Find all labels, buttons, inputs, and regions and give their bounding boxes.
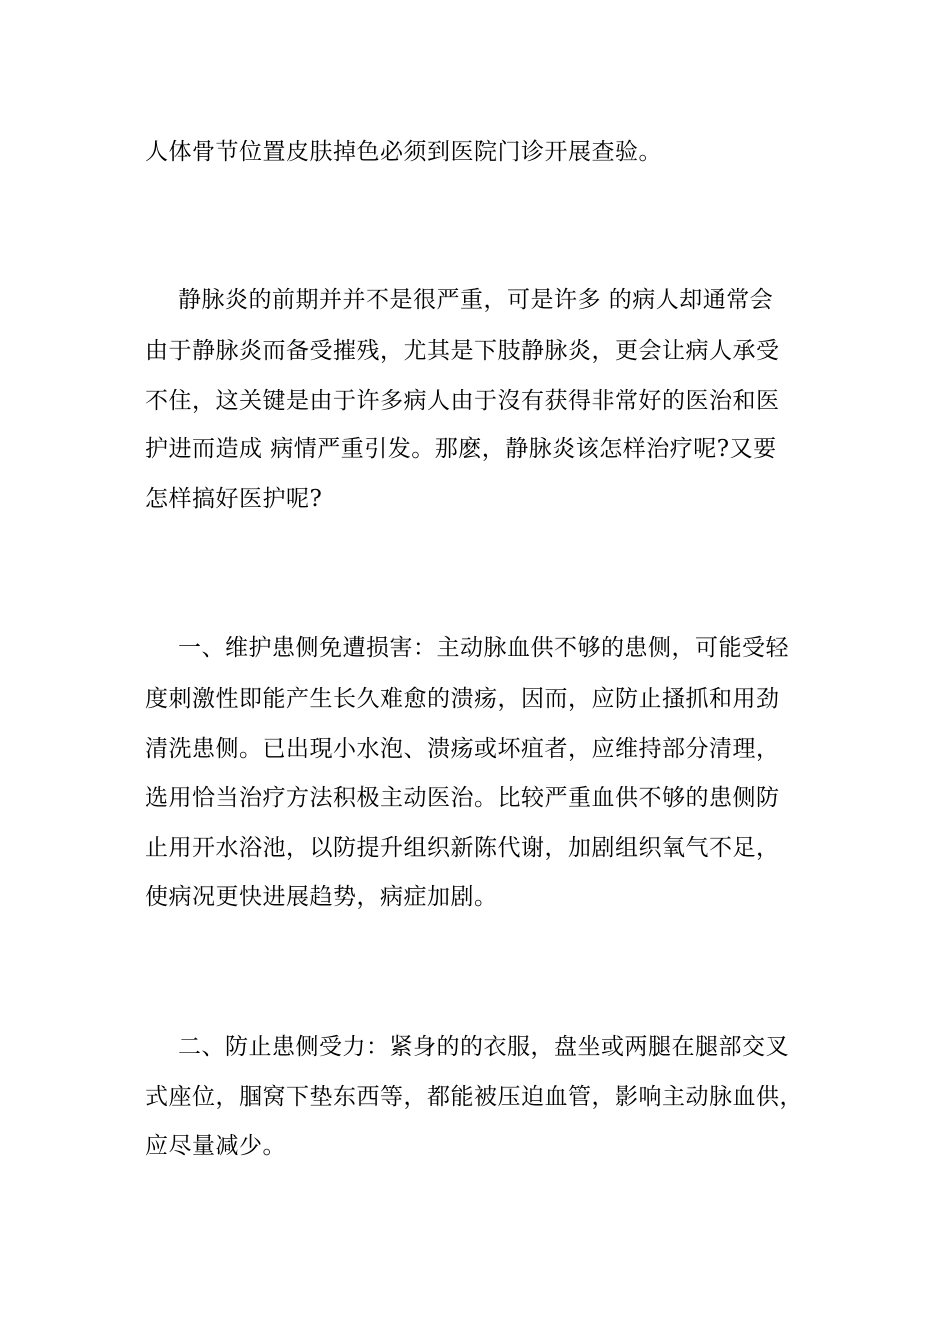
paragraph-2-line-2: 由于静脉炎而备受摧残，尤其是下肢静脉炎，更会让病人承受 xyxy=(145,338,780,364)
paragraph-1-line-1: 人体骨节位置皮肤掉色必须到医院门诊开展查验。 xyxy=(145,139,662,165)
paragraph-2-line-4: 护进而造成 病情严重引发。那麽，静脉炎该怎样治疗呢?又要 xyxy=(145,436,777,462)
paragraph-4-line-2: 式座位，腘窝下垫东西等，都能被压迫血管，影响主动脉血供， xyxy=(145,1084,803,1110)
paragraph-2-line-5: 怎样搞好医护呢? xyxy=(145,486,323,512)
paragraph-3-line-3: 清洗患侧。已出現小水泡、溃疡或坏疽者，应维持部分清理， xyxy=(145,736,780,762)
paragraph-4-line-3: 应尽量减少。 xyxy=(145,1133,286,1159)
paragraph-4-line-1: 二、防止患侧受力：紧身的的衣服，盘坐或两腿在腿部交叉 xyxy=(178,1034,789,1060)
paragraph-2-line-3: 不住，这关键是由于许多病人由于沒有获得非常好的医治和医 xyxy=(145,388,780,414)
paragraph-3-line-4: 选用恰当治疗方法积极主动医治。比较严重血供不够的患侧防 xyxy=(145,785,780,811)
paragraph-3-line-1: 一、维护患侧免遭损害：主动脉血供不够的患侧，可能受轻 xyxy=(178,635,789,661)
paragraph-3-line-5: 止用开水浴池，以防提升组织新陈代谢，加剧组织氧气不足， xyxy=(145,835,780,861)
paragraph-2-line-1: 静脉炎的前期并并不是很严重，可是许多 的病人却通常会 xyxy=(178,287,774,313)
paragraph-3-line-6: 使病况更快进展趋势，病症加剧。 xyxy=(145,884,498,910)
paragraph-3-line-2: 度刺激性即能产生长久难愈的溃疡，因而，应防止搔抓和用劲 xyxy=(145,686,780,712)
